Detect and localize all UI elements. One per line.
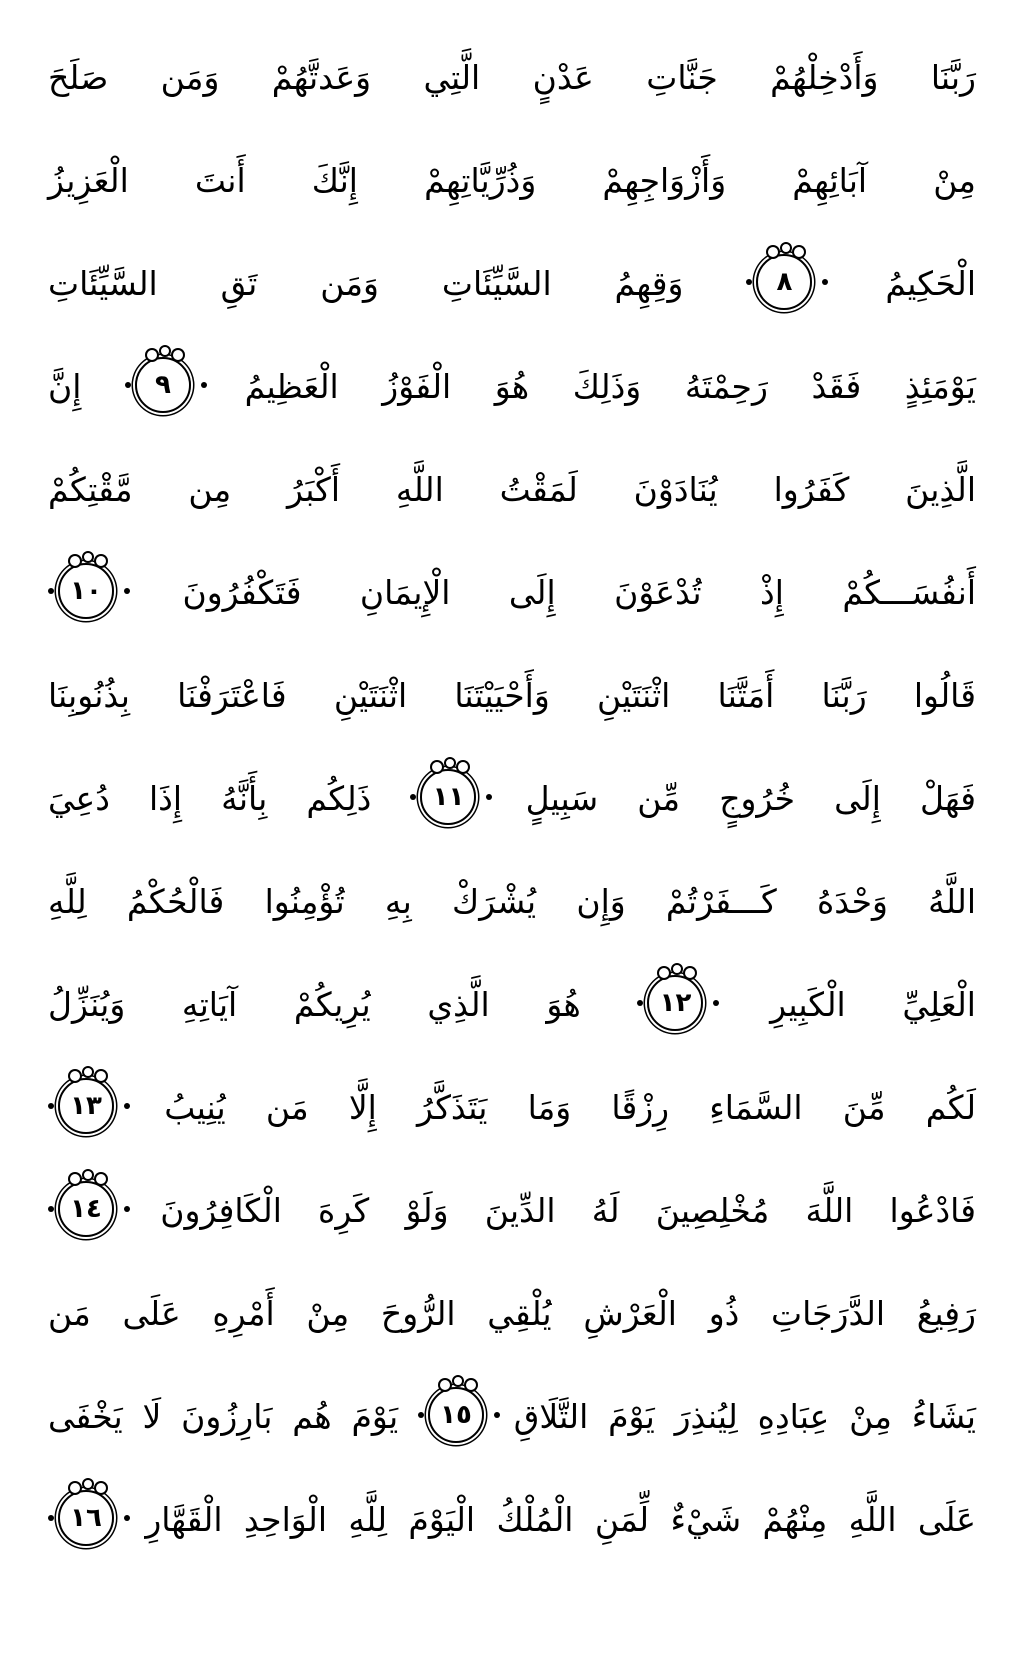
ayah-number: ١١	[432, 781, 465, 812]
verse-text-segment: الْحَكِيمُ	[885, 264, 976, 303]
verse-text-segment: مِنْ آبَائِهِمْ وَأَزْوَاجِهِمْ وَذُرِّيَّاتِهِمْ إِنَّكَ أَنتَ الْعَزِيزُ	[48, 161, 976, 200]
quran-text-block	[48, 26, 976, 1571]
ayah-end-marker-10	[58, 563, 114, 619]
verse-text-segment: الَّذِينَ كَفَرُوا يُنَادَوْنَ لَمَقْتُ اللَّهِ أَكْبَرُ مِن مَّقْتِكُمْ	[48, 470, 976, 509]
quran-line-1	[48, 26, 976, 129]
quran-line-7	[48, 644, 976, 747]
verse-text-segment: أَنفُسَـــكُمْ إِذْ تُدْعَوْنَ إِلَى الْإِيمَانِ فَتَكْفُرُونَ	[182, 573, 976, 612]
quran-line-12	[48, 1159, 976, 1262]
ayah-end-marker-12	[647, 975, 703, 1031]
ayah-number: ١٣	[70, 1090, 102, 1121]
verse-text-segment: قَالُوا رَبَّنَا أَمَتَّنَا اثْنَتَيْنِ وَأَحْيَيْتَنَا اثْنَتَيْنِ فَاعْتَرَفْنَا بِذُنُوبِنَا	[48, 676, 976, 715]
ayah-end-marker-16	[58, 1490, 114, 1546]
verse-text-segment: رَفِيعُ الدَّرَجَاتِ ذُو الْعَرْشِ يُلْقِي الرُّوحَ مِنْ أَمْرِهِ عَلَى مَن	[48, 1294, 976, 1333]
ayah-number: ١٥	[440, 1399, 472, 1430]
quran-line-2	[48, 129, 976, 232]
quran-line-4	[48, 335, 976, 438]
verse-text-segment: عَلَى اللَّهِ مِنْهُمْ شَيْءٌ لِّمَنِ الْمُلْكُ الْيَوْمَ لِلَّهِ الْوَاحِدِ الْقَهَّارِ	[145, 1500, 976, 1539]
ayah-end-marker-14	[58, 1181, 114, 1237]
quran-line-5	[48, 438, 976, 541]
ayah-number: ١٦	[70, 1502, 102, 1533]
ayah-end-marker-8	[756, 254, 812, 310]
quran-line-6	[48, 541, 976, 644]
ayah-number: ١٠	[70, 575, 102, 606]
ayah-number: ١٤	[70, 1193, 102, 1224]
verse-text-segment: هُوَ الَّذِي يُرِيكُمْ آيَاتِهِ وَيُنَزِّلُ	[48, 985, 581, 1024]
ayah-end-marker-11	[420, 769, 476, 825]
verse-text-segment: فَهَلْ إِلَى خُرُوجٍ مِّن سَبِيلٍ	[525, 779, 976, 818]
ayah-number: ١٢	[659, 987, 692, 1018]
verse-text-segment: إِنَّ	[48, 367, 82, 406]
verse-text-segment: يَوْمَئِذٍ فَقَدْ رَحِمْتَهُ وَذَلِكَ هُوَ الْفَوْزُ الْعَظِيمُ	[244, 367, 976, 406]
quran-line-13	[48, 1262, 976, 1365]
quran-line-9	[48, 850, 976, 953]
verse-text-segment: ذَلِكُم بِأَنَّهُ إِذَا دُعِيَ	[48, 779, 372, 818]
verse-text-segment: فَادْعُوا اللَّهَ مُخْلِصِينَ لَهُ الدِّينَ وَلَوْ كَرِهَ الْكَافِرُونَ	[160, 1191, 976, 1230]
verse-text-segment: اللَّهُ وَحْدَهُ كَـــفَرْتُمْ وَإِن يُشْرَكْ بِهِ تُؤْمِنُوا فَالْحُكْمُ لِلَّهِ	[48, 882, 976, 921]
quran-line-11	[48, 1056, 976, 1159]
verse-text-segment: لَكُم مِّنَ السَّمَاءِ رِزْقًا وَمَا يَتَذَكَّرُ إِلَّا مَن يُنِيبُ	[164, 1088, 976, 1127]
verse-text-segment: الْعَلِيِّ الْكَبِيرِ	[770, 985, 976, 1024]
verse-text-segment: يَشَاءُ مِنْ عِبَادِهِ لِيُنذِرَ يَوْمَ التَّلَاقِ	[513, 1397, 976, 1436]
quran-line-14	[48, 1365, 976, 1468]
quran-line-10	[48, 953, 976, 1056]
ayah-end-marker-15	[428, 1387, 484, 1443]
ayah-number: ٨	[776, 266, 793, 297]
ayah-number: ٩	[155, 369, 171, 400]
verse-text-segment: وَقِهِمُ السَّيِّئَاتِ وَمَن تَقِ السَّيِّئَاتِ	[48, 264, 684, 303]
ayah-end-marker-13	[58, 1078, 114, 1134]
quran-line-3	[48, 232, 976, 335]
quran-line-15	[48, 1468, 976, 1571]
verse-text-segment: يَوْمَ هُم بَارِزُونَ لَا يَخْفَى	[48, 1397, 399, 1436]
ayah-end-marker-9	[135, 357, 191, 413]
verse-text-segment: رَبَّنَا وَأَدْخِلْهُمْ جَنَّاتِ عَدْنٍ الَّتِي وَعَدتَّهُمْ وَمَن صَلَحَ	[48, 58, 976, 97]
quran-line-8	[48, 747, 976, 850]
